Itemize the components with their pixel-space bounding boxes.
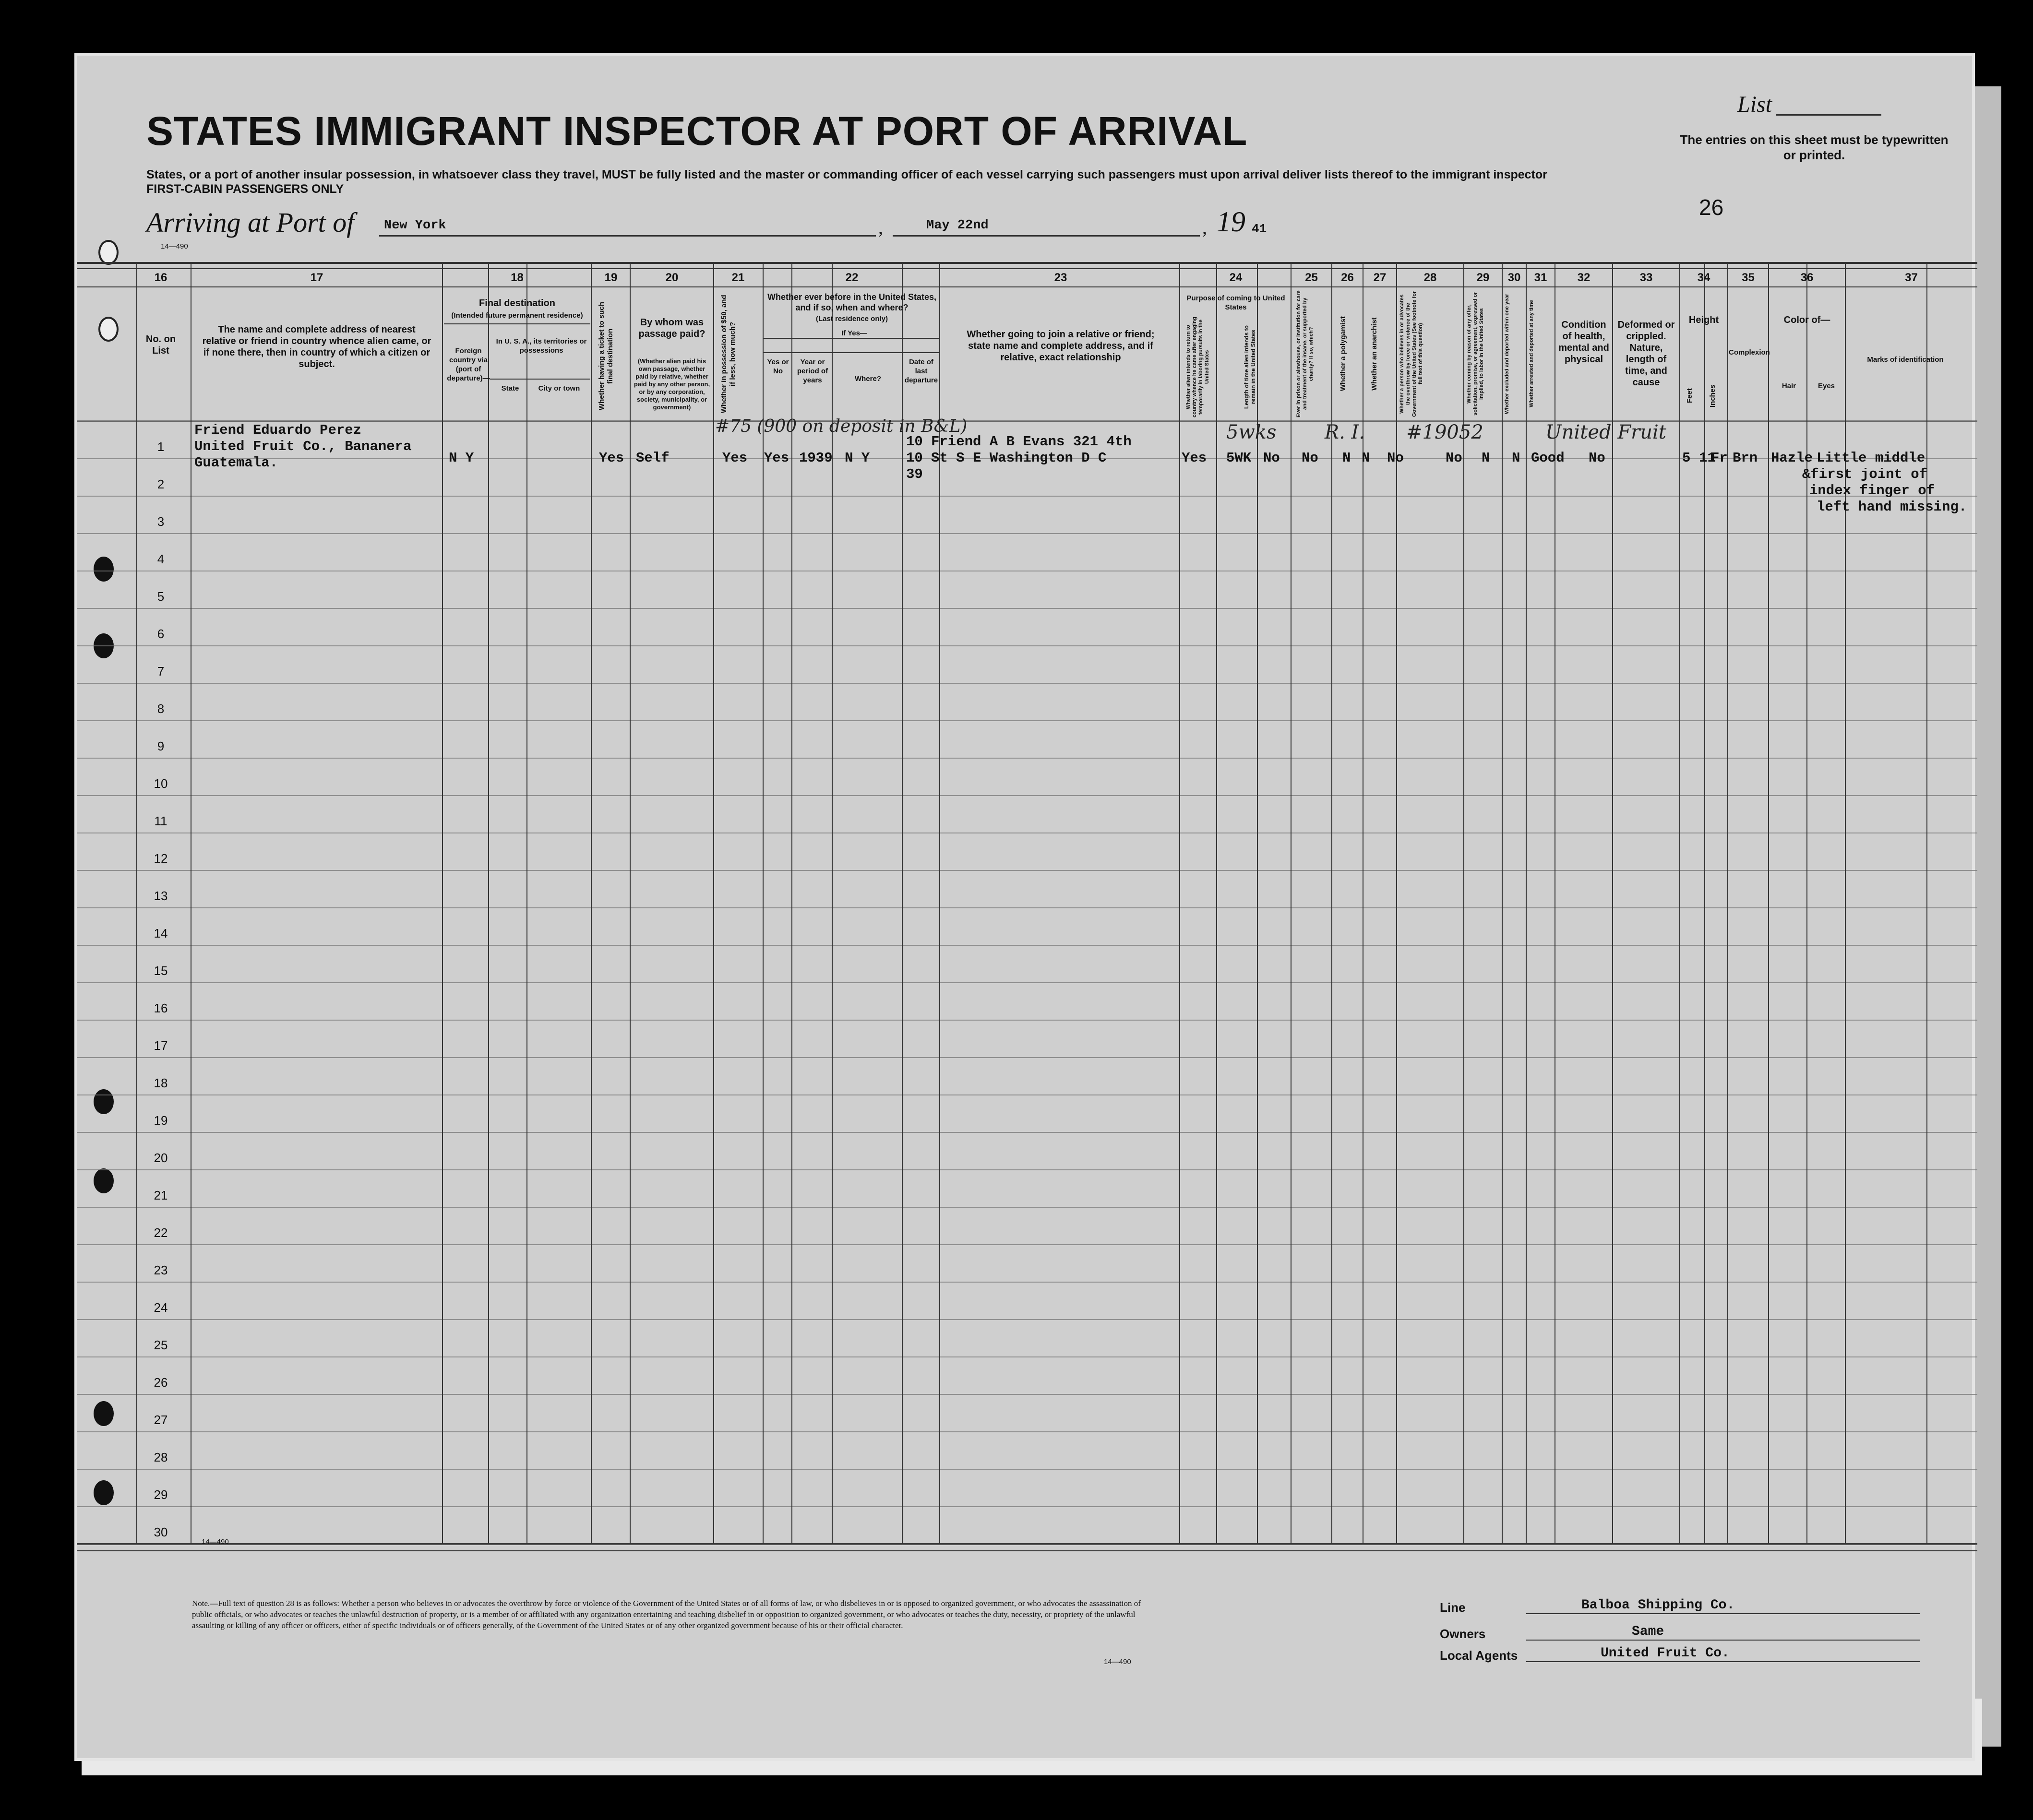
column-number: 26	[1341, 271, 1354, 284]
column-number: 18	[511, 271, 524, 284]
header-deformed: Deformed or crippled. Nature, length of time, and cause	[1617, 320, 1675, 388]
header-if-yes: If Yes—	[841, 329, 867, 337]
header-where: Where?	[854, 375, 881, 383]
column-number: 28	[1423, 271, 1437, 284]
column-number: 36	[1800, 271, 1814, 284]
row-number: 19	[154, 1113, 168, 1128]
row-number: 15	[154, 964, 168, 978]
row-number: 2	[157, 477, 165, 491]
footnote-question-28: Note.—Full text of question 28 is as follows: Whether a person who believes in or advocates the overthrow by force or violence of the Government of the United States or of all forms of law, or who disbelieves in or is opposed to organized government, or who advocates the assassination of public officials, or who advocates or teaches the unlawful destruction of property, or is a member of or affiliated with any organization entertaining and teaching disbelief in or opposition to organized government, or who advocates or teaches the duty, necessity, or propriety of the unlawful assaulting or killing of any officer or officers, either of specific individuals or of officers generally, of the Government of the United States or of any other organized government because of his or their official character.	[192, 1599, 1141, 1630]
header-marks: Marks of identification	[1867, 356, 1944, 364]
header-money: Whether in possession of $50, and if less, how much?	[720, 295, 737, 413]
owners-underline	[1526, 1640, 1920, 1641]
marks-line-4: left hand missing.	[1817, 499, 1967, 515]
header-yes-no: Yes or No	[767, 358, 789, 375]
owners-label: Owners	[1440, 1627, 1486, 1641]
form-code: 14—490	[161, 242, 188, 250]
column-number: 19	[604, 271, 618, 284]
passage-paid-value: Self	[636, 450, 670, 466]
year-value: 41	[1252, 222, 1267, 236]
header-final-destination-note: (Intended future permanent residence)	[451, 311, 583, 320]
port-value: New York	[384, 218, 446, 233]
column-number: 33	[1639, 271, 1653, 284]
arrested-value: N	[1512, 450, 1520, 466]
line-value: Balboa Shipping Co.	[1581, 1598, 1735, 1613]
header-city: City or town	[538, 384, 580, 393]
typewritten-note: The entries on this sheet must be typewritten or printed.	[1680, 132, 1949, 162]
row-number: 21	[154, 1188, 168, 1202]
sheet-number: 26	[1699, 195, 1724, 220]
column-number: 32	[1577, 271, 1591, 284]
row-number: 5	[157, 589, 165, 604]
marks-line-3: index finger of	[1809, 483, 1935, 499]
header-class-note: FIRST-CABIN PASSENGERS ONLY	[146, 182, 344, 196]
row-number: 3	[157, 514, 165, 529]
money-value: Yes	[722, 450, 748, 466]
header-passage-paid: By whom was passage paid?	[638, 317, 706, 339]
header-subtitle: States, or a port of another insular possession, in whatsoever class they travel, MUST be fully listed and the master or commanding officer of each vessel carrying such passengers must upon arrival deliver lists thereof to the immigrant inspector	[146, 168, 1547, 181]
header-color-of: Color of—	[1783, 315, 1830, 325]
health-value: Good	[1531, 450, 1565, 466]
column-number: 25	[1305, 271, 1318, 284]
column-number: 30	[1507, 271, 1521, 284]
row-number: 30	[154, 1525, 168, 1539]
inches-value: 11	[1699, 450, 1716, 466]
row-number: 10	[154, 776, 168, 791]
column-number: 31	[1534, 271, 1547, 284]
row-number: 12	[154, 851, 168, 866]
column-number: 16	[154, 271, 167, 284]
handwritten-ri-note: R. I.	[1325, 421, 1365, 443]
header-complexion: Complexion	[1729, 348, 1770, 357]
form-code-bottom: 14—490	[202, 1538, 229, 1546]
row-number: 14	[154, 926, 168, 940]
anarchist-value: N	[1342, 450, 1351, 466]
footer-form-code: 14—490	[1104, 1658, 1131, 1666]
header-year-period: Year or period of years	[797, 358, 828, 384]
row-number: 28	[154, 1450, 168, 1464]
row-number: 16	[154, 1001, 168, 1015]
header-final-destination: Final destination	[479, 298, 555, 309]
arriving-label: Arriving at Port of	[146, 207, 355, 238]
handwritten-stay-note: 5wks	[1226, 421, 1277, 443]
header-inches: Inches	[1709, 384, 1717, 407]
column-number: 24	[1229, 271, 1243, 284]
feet-value: 5	[1682, 450, 1691, 466]
header-purpose: Purpose of coming to United States	[1186, 294, 1285, 311]
eyes-value: Hazle	[1771, 450, 1813, 466]
header-passage-note: (Whether alien paid his own passage, whether paid by relative, whether paid by any other person, or by any corporation, society, municipality, or government)	[634, 357, 710, 411]
column-number: 37	[1905, 271, 1918, 284]
header-hair: Hair	[1782, 382, 1796, 390]
relative-line-3: Guatemala.	[194, 455, 278, 471]
header-return-intent: Whether alien intends to return to country whence he came after engaging temporarily in laboring pursuits in the United States	[1185, 317, 1210, 417]
last-departure-1: 10	[906, 434, 923, 450]
date-value: May 22nd	[926, 218, 989, 233]
row-number: 18	[154, 1076, 168, 1090]
row-number: 29	[154, 1487, 168, 1502]
deformed-value: No	[1589, 450, 1605, 466]
last-departure-2: 10	[906, 450, 923, 466]
offer-labor-value: No	[1446, 450, 1462, 466]
column-number: 27	[1373, 271, 1387, 284]
row-number: 4	[157, 552, 165, 566]
comma-separator: ,	[1202, 216, 1207, 238]
header-health: Condition of health, mental and physical	[1558, 320, 1609, 365]
column-number: 35	[1742, 271, 1755, 284]
year-period-value: 1939	[799, 450, 833, 466]
ever-before-value: Yes	[764, 450, 789, 466]
marks-line-2: &first joint of	[1802, 466, 1928, 482]
marks-line-1: Little middle	[1817, 450, 1925, 466]
header-ticket: Whether having a ticket to such final destination	[598, 302, 614, 411]
handwritten-company-note: United Fruit	[1545, 421, 1666, 443]
length-stay-value: 5WK	[1226, 450, 1252, 466]
handwritten-money-note: #75 (900 on deposit in B&L)	[715, 416, 968, 436]
row-number: 27	[154, 1413, 168, 1427]
agents-value: United Fruit Co.	[1601, 1646, 1730, 1661]
overthrow-value: No	[1387, 450, 1404, 466]
ticket-value: Yes	[599, 450, 624, 466]
relative-line-1: Friend Eduardo Perez	[194, 422, 362, 438]
header-ever-before-note: (Last residence only)	[815, 315, 888, 323]
column-number: 23	[1054, 271, 1067, 284]
agents-underline	[1526, 1661, 1920, 1662]
header-excluded: Whether excluded and deported within one year	[1504, 294, 1510, 414]
row-number: 6	[157, 627, 165, 641]
handwritten-number-note: #19052	[1406, 421, 1483, 443]
header-foreign-country: Foreign country via (port of departure)—	[447, 347, 490, 382]
foreign-country-value: N Y	[449, 450, 474, 466]
joining-line-2: St S E Washington D C	[931, 450, 1107, 466]
header-relative-address: The name and complete address of nearest relative or friend in country whence alien came, or if none there, then in country of which a citizen or subject.	[202, 324, 431, 369]
header-prison: Ever in prison or almshouse, or institution for care and treatment of the insane, or supported by charity? If so, which?	[1296, 290, 1314, 417]
row-number: 9	[157, 739, 165, 753]
joining-line-1: Friend A B Evans 321 4th	[931, 434, 1132, 450]
row-number: 1	[157, 440, 165, 454]
header-no-on-list: No. on List	[145, 334, 176, 356]
last-departure-3: 39	[906, 466, 923, 482]
row-number: 26	[154, 1375, 168, 1390]
column-number: 17	[310, 271, 323, 284]
header-feet: Feet	[1686, 388, 1694, 404]
line-label: Line	[1440, 1600, 1466, 1615]
prison-value: No	[1263, 450, 1280, 466]
line-underline	[1526, 1613, 1920, 1614]
row-number: 17	[154, 1038, 168, 1053]
row-number: 13	[154, 889, 168, 903]
row-number: 8	[157, 702, 165, 716]
row-number: 11	[154, 814, 167, 828]
where-value: N Y	[845, 450, 870, 466]
row-number: 23	[154, 1263, 168, 1277]
header-offer-labor: Whether coming by reason of any offer, solicitation, promise, or agreement, expressed or implied, to labor in the United States	[1466, 292, 1484, 416]
row-number: 24	[154, 1300, 168, 1315]
year-prefix: 19	[1217, 206, 1245, 238]
comma-separator: ,	[878, 216, 883, 238]
excluded-value: N	[1482, 450, 1490, 466]
list-label: List	[1737, 92, 1772, 117]
header-last-departure: Date of last departure	[904, 358, 938, 384]
header-arrested: Whether arrested and deported at any time	[1529, 300, 1534, 408]
col27-value: N	[1362, 450, 1370, 466]
owners-value: Same	[1632, 1624, 1664, 1639]
header-in-usa: In U. S. A., its territories or possessions	[496, 337, 587, 355]
column-number: 21	[731, 271, 745, 284]
purpose-value: Yes	[1182, 450, 1207, 466]
row-number: 25	[154, 1338, 168, 1352]
header-height: Height	[1688, 315, 1719, 325]
relative-line-2: United Fruit Co., Bananera	[194, 439, 412, 454]
column-number: 34	[1697, 271, 1710, 284]
page-title: STATES IMMIGRANT INSPECTOR AT PORT OF ARRIVAL	[146, 108, 1248, 154]
hair-value: Brn	[1733, 450, 1758, 466]
polygamist-value: No	[1302, 450, 1318, 466]
header-anarchist: Whether an anarchist	[1370, 317, 1378, 391]
header-state: State	[501, 384, 519, 393]
agents-label: Local Agents	[1440, 1648, 1518, 1663]
header-joining: Whether going to join a relative or friend; state name and complete address, and if relative, exact relationship	[967, 329, 1155, 363]
column-number: 20	[665, 271, 679, 284]
header-overthrow: Whether a person who believes in or advocates the overthrow by force or violence of the Government of the United States (See footnote for full text of this question)	[1399, 291, 1423, 417]
header-polygamist: Whether a polygamist	[1339, 316, 1347, 392]
column-number: 22	[845, 271, 859, 284]
row-number: 20	[154, 1151, 168, 1165]
row-number: 22	[154, 1225, 168, 1240]
complexion-value: Fr	[1711, 450, 1728, 466]
header-ever-before: Whether ever before in the United States, and if so, when and where?	[767, 292, 937, 312]
column-number: 29	[1476, 271, 1490, 284]
header-length-stay: Length of time alien intends to remain in the United States	[1243, 325, 1256, 409]
header-eyes: Eyes	[1818, 382, 1835, 390]
row-number: 7	[157, 664, 165, 678]
